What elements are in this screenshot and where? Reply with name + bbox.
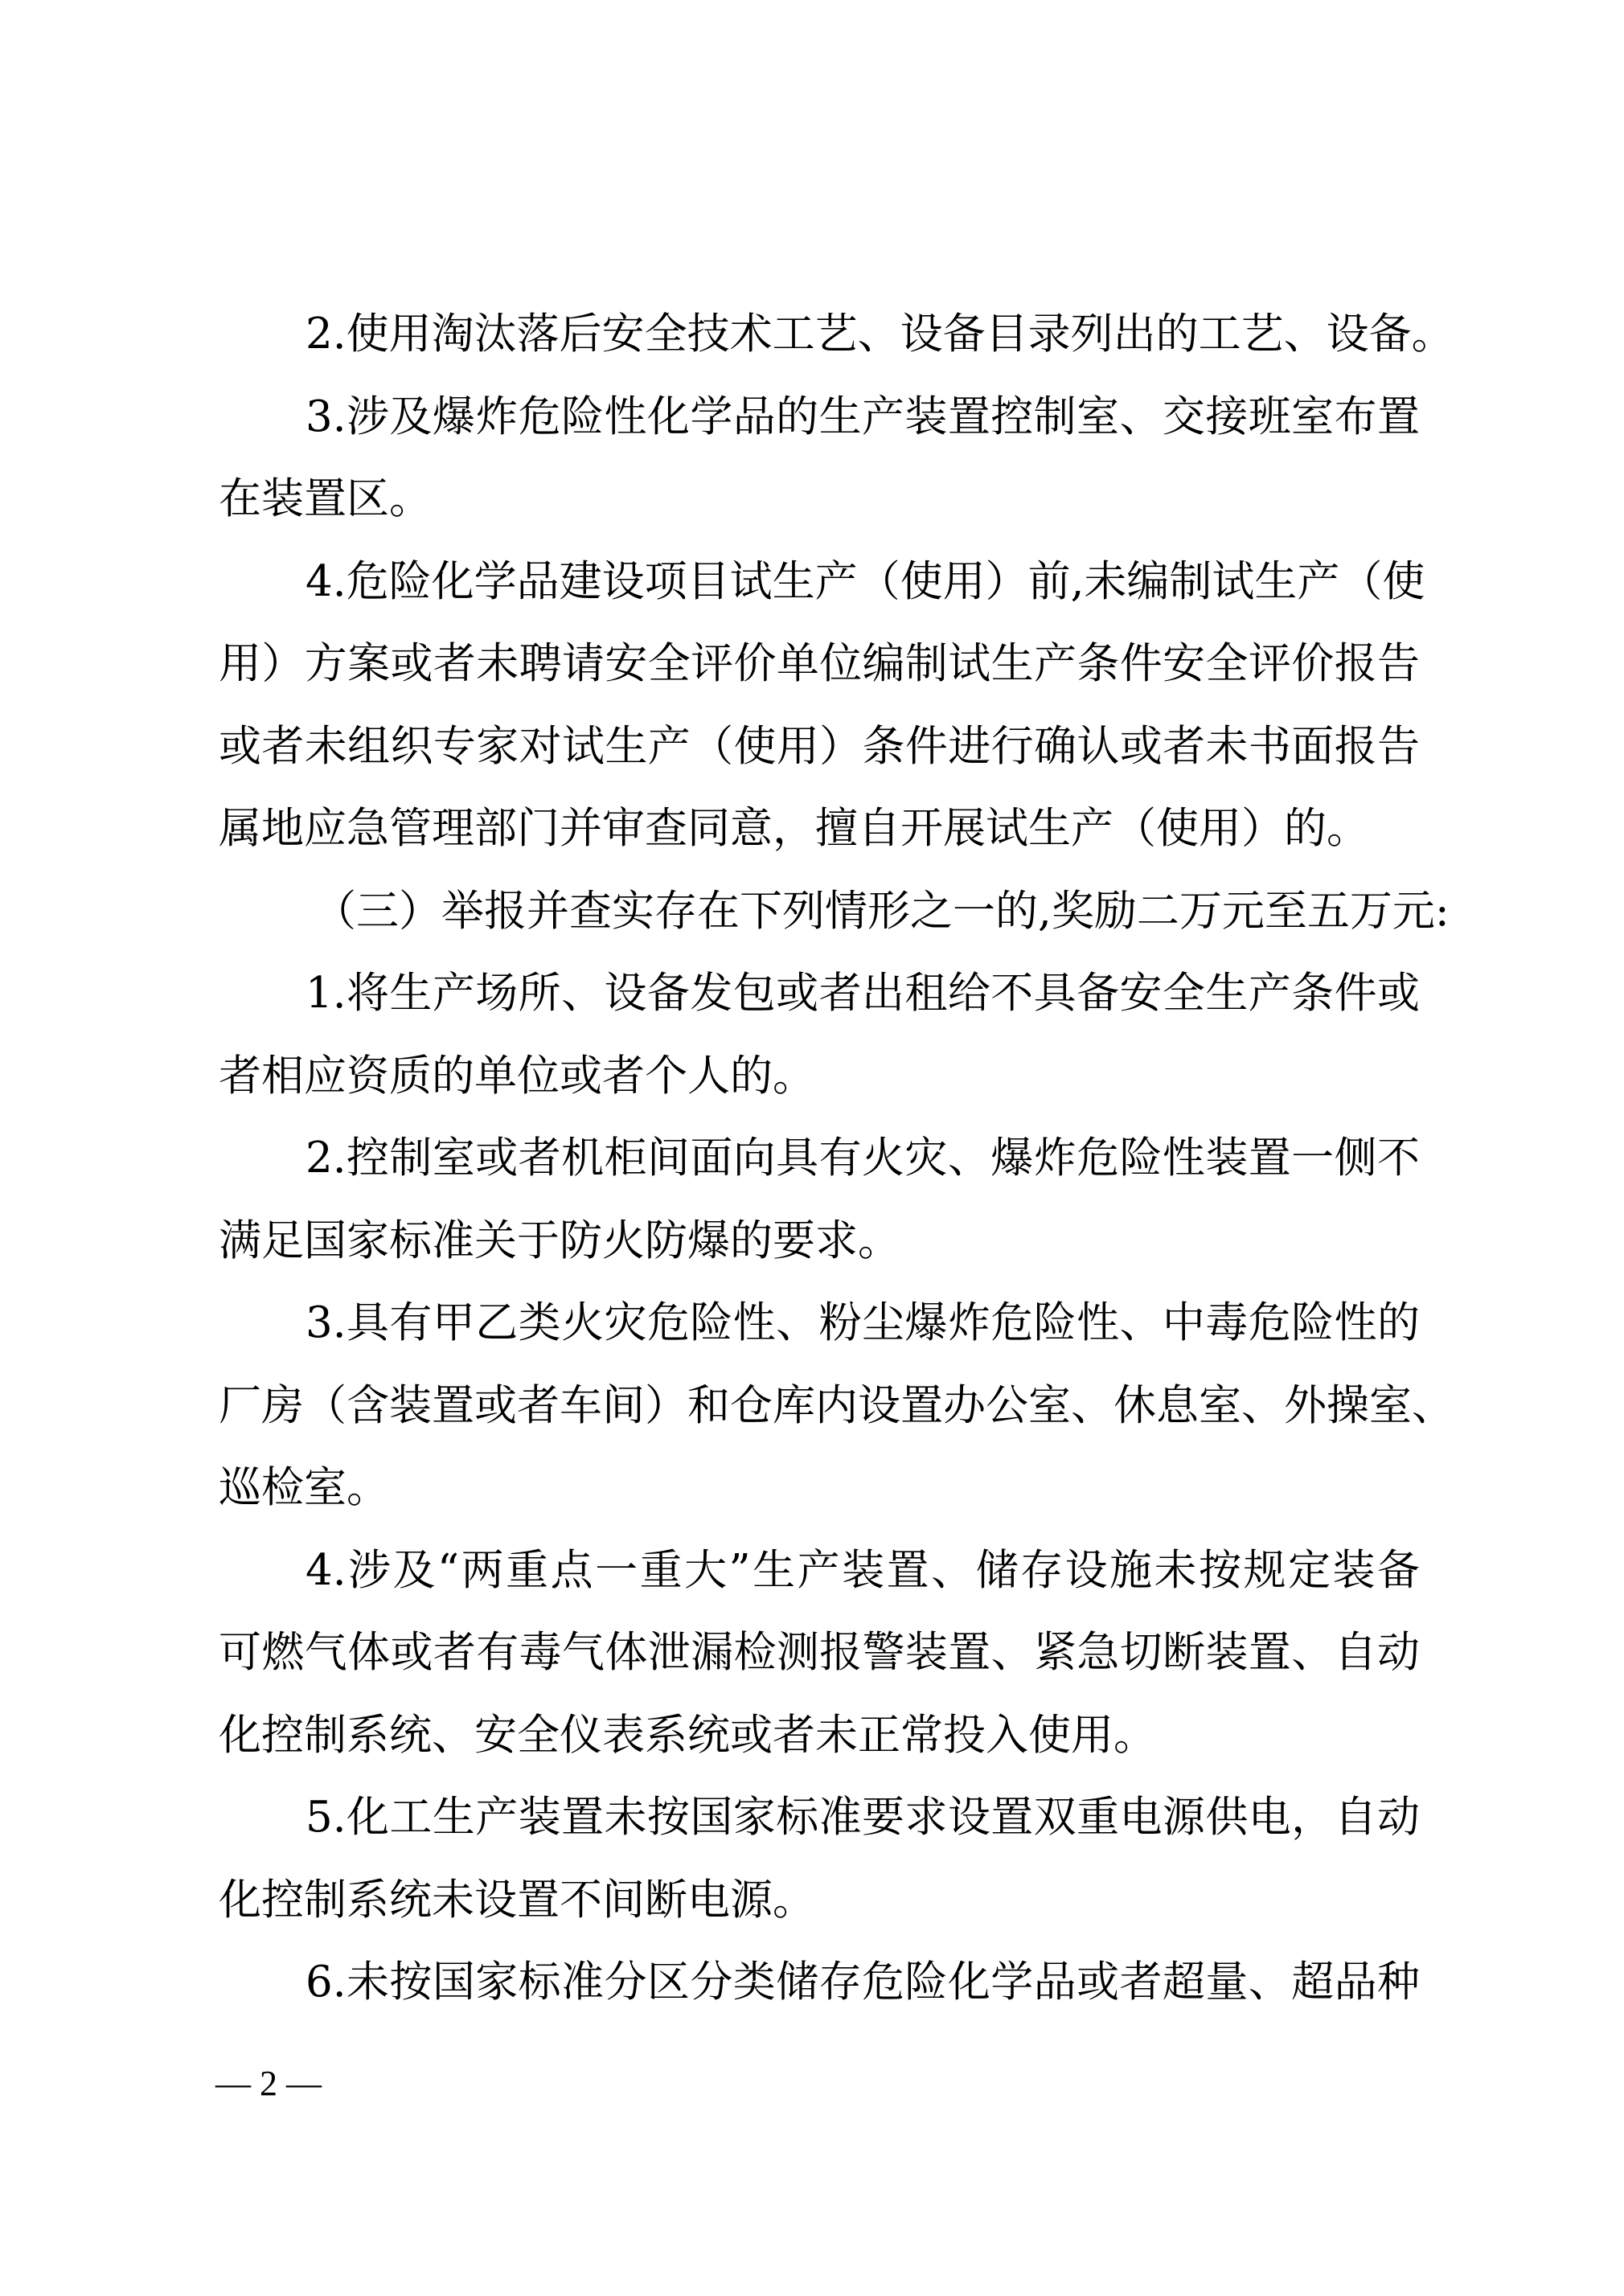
- text-line-item-3-class-ab-fire-hazard: 3.具有甲乙类火灾危险性、粉尘爆炸危险性、中毒危险性的: [306, 1298, 1420, 1347]
- text-line-item-3-continuation-2: 巡检室。: [219, 1463, 389, 1512]
- text-line-item-4-continuation-a: 可燃气体或者有毒气体泄漏检测报警装置、紧急切断装置、自动: [219, 1628, 1420, 1677]
- text-line-item-5-continuation: 化控制系统未设置不间断电源。: [219, 1875, 815, 1925]
- text-line-item-2-continuation: 满足国家标准关于防火防爆的要求。: [219, 1216, 900, 1265]
- text-line-item-1-subcontract: 1.将生产场所、设备发包或者出租给不具备安全生产条件或: [306, 969, 1420, 1018]
- text-line-item-5-dual-power: 5.化工生产装置未按国家标准要求设置双重电源供电，自动: [306, 1793, 1420, 1842]
- text-line-item-2-control-room-cabinet: 2.控制室或者机柜间面向具有火灾、爆炸危险性装置一侧不: [306, 1134, 1420, 1183]
- text-line-item-4-continuation-3: 属地应急管理部门并审查同意，擅自开展试生产（使用）的。: [219, 804, 1369, 853]
- text-line-item-6-storage: 6.未按国家标准分区分类储存危险化学品或者超量、超品种: [306, 1958, 1420, 2007]
- page-number: — 2 —: [215, 2064, 322, 2103]
- text-line-item-1-continuation: 者相应资质的单位或者个人的。: [219, 1051, 815, 1101]
- text-line-item-4-trial-production: 4.危险化学品建设项目试生产（使用）前,未编制试生产（使: [306, 556, 1425, 606]
- document-body: [219, 293, 1454, 2024]
- text-line-item-2-use-obsolete-process: 2.使用淘汰落后安全技术工艺、设备目录列出的工艺、设备。: [306, 310, 1454, 359]
- text-line-item-3-continuation: 在装置区。: [219, 474, 432, 523]
- text-line-item-3-explosive-control-room: 3.涉及爆炸危险性化学品的生产装置控制室、交接班室布置: [306, 392, 1420, 441]
- text-line-item-4-two-key-one-major: 4.涉及“两重点一重大”生产装置、储存设施未按规定装备: [306, 1545, 1420, 1595]
- section-heading-three: （三）举报并查实存在下列情形之一的,奖励二万元至五万元:: [314, 886, 1450, 936]
- text-line-item-4-continuation-2: 或者未组织专家对试生产（使用）条件进行确认或者未书面报告: [219, 721, 1420, 771]
- text-line-item-4-continuation-1: 用）方案或者未聘请安全评价单位编制试生产条件安全评价报告: [219, 639, 1420, 688]
- text-line-item-4-continuation-b: 化控制系统、安全仪表系统或者未正常投入使用。: [219, 1710, 1156, 1760]
- text-line-item-3-continuation-1: 厂房（含装置或者车间）和仓库内设置办公室、休息室、外操室、: [219, 1380, 1454, 1430]
